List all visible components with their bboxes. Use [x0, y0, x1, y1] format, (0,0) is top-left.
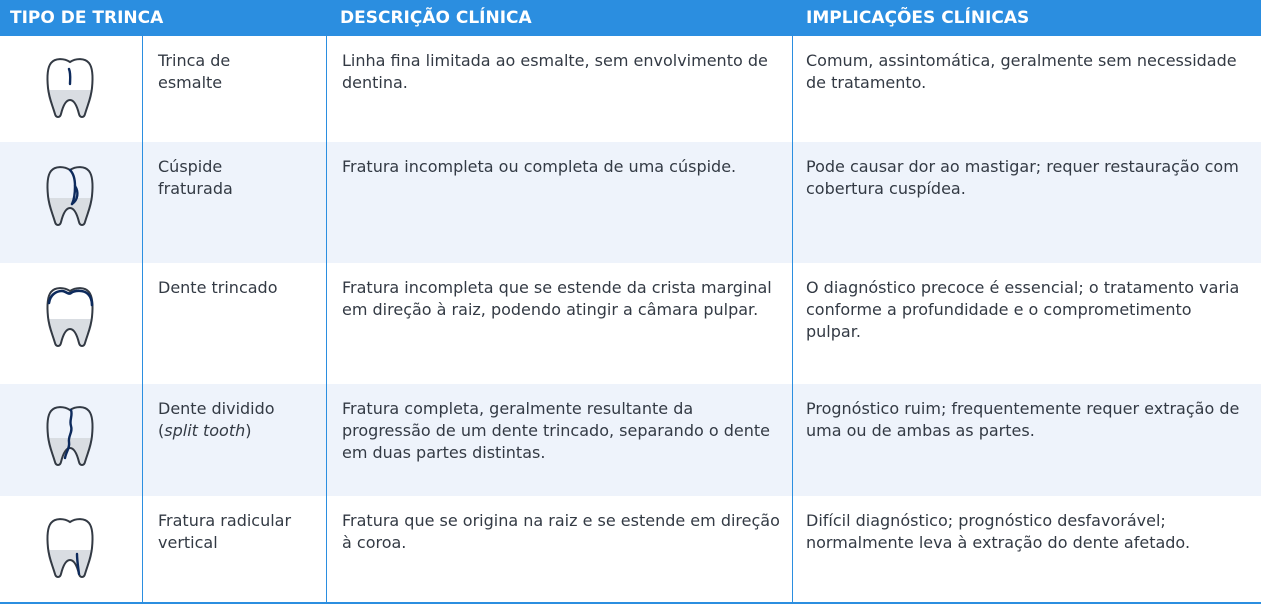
clinical-description-cell: Fratura incompleta que se estende da crista marginal em direção à raiz, podendo atingir a câmara pulpar. [342, 278, 772, 319]
clinical-description-cell: Fratura que se origina na raiz e se estende em direção à coroa. [342, 511, 780, 552]
crack-type-line: fraturada [158, 179, 233, 198]
table-row [0, 496, 1261, 602]
crack-type-cell [158, 277, 322, 299]
clinical-implications-cell: Difícil diagnóstico; prognóstico desfavorável; normalmente leva à extração do dente afetado. [806, 511, 1191, 552]
table-bottom-border [0, 602, 1261, 604]
crack-type-line: esmalte [158, 73, 223, 92]
crack-type-line: Fratura radicular [158, 511, 292, 530]
paren-open: ( [158, 421, 165, 440]
crack-type-line [158, 420, 322, 442]
crack-type-line: Dente trincado [158, 278, 278, 297]
clinical-implications-cell: Prognóstico ruim; frequentemente requer extração de uma ou de ambas as partes. [806, 399, 1240, 440]
split-tooth-term: split tooth [164, 421, 246, 440]
clinical-description-cell: Fratura incompleta ou completa de uma cúspide. [342, 157, 737, 176]
table-row [0, 36, 1261, 142]
table-row [0, 142, 1261, 263]
crack-type-cell [158, 510, 322, 554]
tooth-cracked-icon [44, 283, 96, 349]
clinical-implications-cell: Comum, assintomática, geralmente sem necessidade de tratamento. [806, 51, 1237, 92]
crack-type-cell [158, 398, 322, 442]
clinical-implications-cell: Pode causar dor ao mastigar; requer restauração com cobertura cuspídea. [806, 157, 1239, 198]
crack-type-line: vertical [158, 533, 218, 552]
crack-type-line: Trinca de [158, 51, 231, 70]
crack-type-cell [158, 50, 322, 94]
crack-type-line: Cúspide [158, 157, 223, 176]
header-tipo-de-trinca: TIPO DE TRINCA [10, 8, 164, 28]
column-divider [326, 36, 327, 602]
clinical-description-cell: Linha fina limitada ao esmalte, sem envolvimento de dentina. [342, 51, 768, 92]
table-header [0, 0, 1261, 36]
tooth-enamel-crack-icon [44, 54, 96, 120]
header-descricao-clinica: DESCRIÇÃO CLÍNICA [340, 8, 532, 28]
paren-close: ) [245, 421, 252, 440]
clinical-description-cell: Fratura completa, geralmente resultante da progressão de um dente trincado, separando o dente em duas partes distintas. [342, 399, 770, 462]
header-implicacoes-clinicas: IMPLICAÇÕES CLÍNICAS [806, 8, 1030, 28]
tooth-vertical-root-fracture-icon [44, 514, 96, 580]
table-row [0, 263, 1261, 384]
table-row [0, 384, 1261, 496]
tooth-split-icon [44, 402, 96, 468]
tooth-fractured-cusp-icon [44, 162, 96, 228]
column-divider [142, 36, 143, 602]
crack-type-cell [158, 156, 322, 200]
crack-type-line: Dente dividido [158, 399, 275, 418]
column-divider [792, 36, 793, 602]
clinical-implications-cell: O diagnóstico precoce é essencial; o tratamento varia conforme a profundidade e o comprometimento pulpar. [806, 278, 1240, 341]
